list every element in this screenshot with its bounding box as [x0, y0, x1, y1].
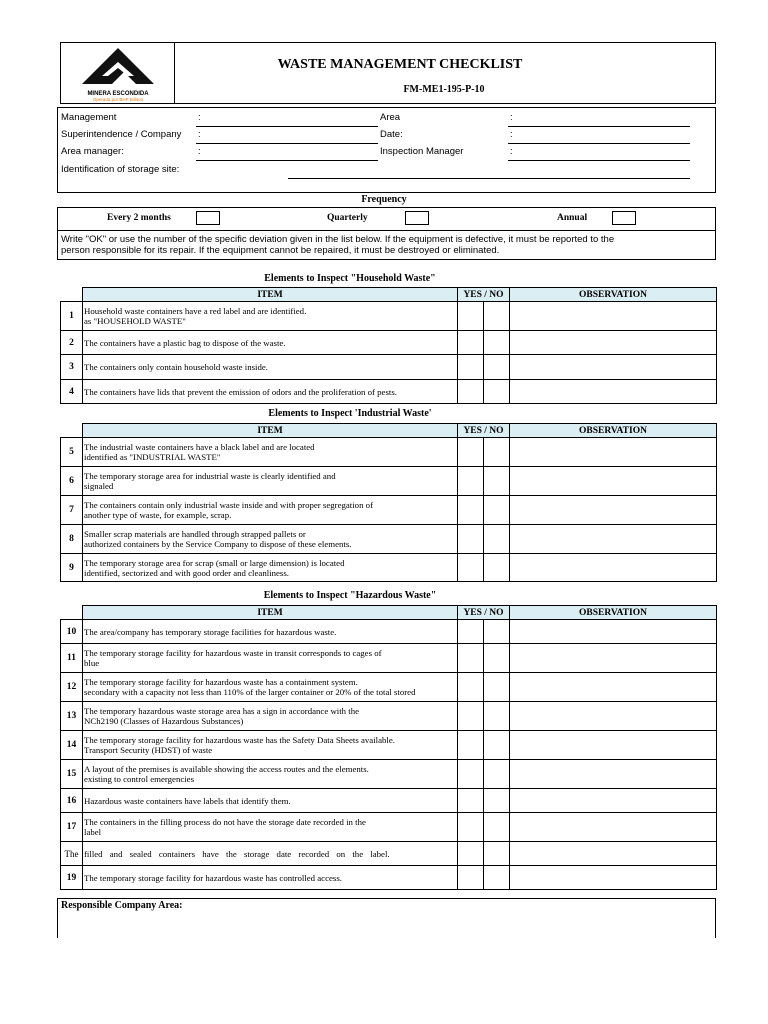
- no-cell[interactable]: [484, 702, 510, 731]
- item-cell: [83, 467, 458, 496]
- item-text-line: another type of waste, for example, scrap.: [84, 510, 232, 520]
- observation-cell[interactable]: [510, 760, 717, 789]
- observation-column-header: OBSERVATION: [510, 606, 717, 620]
- table-row: [61, 731, 717, 760]
- observation-cell[interactable]: [510, 302, 717, 331]
- colon: :: [510, 129, 513, 140]
- observation-cell[interactable]: [510, 731, 717, 760]
- no-cell[interactable]: [484, 866, 510, 890]
- item-column-header: ITEM: [83, 606, 458, 620]
- superintendence-label: Superintendence / Company: [61, 129, 182, 140]
- hazardous-section-title: Elements to Inspect "Hazardous Waste": [263, 590, 437, 601]
- area-label: Area: [380, 112, 401, 123]
- every-2-months-checkbox[interactable]: [196, 211, 220, 225]
- no-cell[interactable]: [484, 813, 510, 842]
- item-text-line: The area/company has temporary storage facilities for hazardous waste.: [84, 626, 337, 637]
- table-row: [61, 813, 717, 842]
- row-number: 4: [61, 380, 83, 404]
- every-2-months-label: Every 2 months: [107, 213, 171, 223]
- item-cell: [83, 644, 458, 673]
- yes-cell[interactable]: [458, 673, 484, 702]
- item-cell: [83, 525, 458, 554]
- observation-cell[interactable]: [510, 380, 717, 404]
- yes-cell[interactable]: [458, 467, 484, 496]
- table-row: [61, 789, 717, 813]
- observation-column-header: OBSERVATION: [510, 424, 717, 438]
- yes-cell[interactable]: [458, 702, 484, 731]
- table-row: [61, 644, 717, 673]
- item-text-line: signaled: [84, 481, 114, 491]
- quarterly-label: Quarterly: [327, 213, 368, 223]
- no-cell[interactable]: [484, 789, 510, 813]
- item-text-line: Transport Security (HDST) of waste: [84, 745, 213, 755]
- item-text-line: secondary with a capacity not less than 110% of the larger container or 20% of the total stored: [84, 687, 416, 697]
- observation-cell[interactable]: [510, 355, 717, 380]
- row-number: 15: [61, 760, 83, 789]
- table-row: [61, 620, 717, 644]
- item-text-line: The temporary storage facility for hazardous waste has the Safety Data Sheets available.: [84, 735, 395, 745]
- item-cell: [83, 355, 458, 380]
- item-cell: [83, 331, 458, 355]
- item-text-line: Hazardous waste containers have labels that identify them.: [84, 795, 291, 806]
- observation-cell[interactable]: [510, 702, 717, 731]
- row-number: 17: [61, 813, 83, 842]
- table-row: [61, 842, 717, 866]
- row-number: 3: [61, 355, 83, 380]
- item-cell: [83, 731, 458, 760]
- table-row: [61, 525, 717, 554]
- no-cell[interactable]: [484, 644, 510, 673]
- area-manager-field[interactable]: [196, 160, 378, 161]
- quarterly-checkbox[interactable]: [405, 211, 429, 225]
- observation-cell[interactable]: [510, 438, 717, 467]
- item-text-line: Smaller scrap materials are handled through strapped pallets or: [84, 529, 306, 539]
- row-number: The: [61, 842, 83, 866]
- row-number: 13: [61, 702, 83, 731]
- item-column-header: ITEM: [83, 424, 458, 438]
- no-cell[interactable]: [484, 760, 510, 789]
- row-number: 7: [61, 496, 83, 525]
- inspection-manager-field[interactable]: [508, 160, 690, 161]
- superintendence-field[interactable]: [196, 143, 378, 144]
- yes-cell[interactable]: [458, 525, 484, 554]
- item-text-line: The temporary storage area for scrap (small or large dimension) is located: [84, 557, 345, 568]
- storage-site-label: Identification of storage site:: [61, 164, 180, 175]
- item-cell: [83, 842, 458, 866]
- observation-cell[interactable]: [510, 842, 717, 866]
- item-cell: [83, 813, 458, 842]
- industrial-table: [60, 423, 717, 582]
- storage-site-field[interactable]: [288, 178, 690, 179]
- item-cell: [83, 438, 458, 467]
- responsible-company-area-label: Responsible Company Area:: [61, 900, 183, 911]
- observation-cell[interactable]: [510, 496, 717, 525]
- no-cell[interactable]: [484, 302, 510, 331]
- table-row: [61, 496, 717, 525]
- annual-label: Annual: [557, 213, 588, 223]
- row-number: 16: [61, 789, 83, 813]
- item-text-line: The temporary storage facility for hazardous waste has controlled access.: [84, 872, 342, 883]
- instructions-line-2: person responsible for its repair. If the equipment cannot be repaired, it must be destroyed or eliminated.: [61, 245, 500, 256]
- item-text-line: The temporary storage facility for hazardous waste in transit corresponds to cages of: [84, 648, 382, 658]
- no-cell[interactable]: [484, 438, 510, 467]
- no-cell[interactable]: [484, 731, 510, 760]
- yes-no-column-header: YES / NO: [458, 288, 510, 302]
- observation-cell[interactable]: [510, 620, 717, 644]
- item-text-line: identified as "INDUSTRIAL WASTE": [84, 452, 221, 462]
- item-column-header: ITEM: [83, 288, 458, 302]
- management-field[interactable]: [196, 126, 378, 127]
- yes-cell[interactable]: [458, 438, 484, 467]
- frequency-title: Frequency: [361, 194, 407, 205]
- area-manager-label: Area manager:: [61, 146, 124, 157]
- annual-checkbox[interactable]: [612, 211, 636, 225]
- colon: :: [510, 112, 513, 123]
- item-text-line: NCh2190 (Classes of Hazardous Substances): [84, 716, 244, 726]
- industrial-section-title: Elements to Inspect 'Industrial Waste': [268, 408, 432, 419]
- yes-cell[interactable]: [458, 554, 484, 582]
- item-text-line: The containers have lids that prevent the emission of odors and the proliferation of pests.: [84, 386, 397, 397]
- logo-name: MINERA ESCONDIDA: [87, 91, 149, 97]
- no-cell[interactable]: [484, 380, 510, 404]
- logo-tagline: Operada por BHP Billiton: [92, 97, 144, 102]
- household-table: [60, 287, 717, 404]
- table-row: [61, 673, 717, 702]
- item-cell: [83, 866, 458, 890]
- yes-cell[interactable]: [458, 644, 484, 673]
- yes-cell[interactable]: [458, 813, 484, 842]
- item-text-line: A layout of the premises is available showing the access routes and the elements.: [84, 764, 369, 774]
- item-text-line: filled and sealed containers have the storage date recorded on the label.: [84, 848, 390, 859]
- observation-cell[interactable]: [510, 467, 717, 496]
- yes-cell[interactable]: [458, 789, 484, 813]
- company-logo: [78, 46, 158, 100]
- item-text-line: The containers in the filling process do not have the storage date recorded in the: [84, 817, 366, 827]
- item-text-line: as "HOUSEHOLD WASTE": [84, 316, 186, 326]
- observation-cell[interactable]: [510, 331, 717, 355]
- row-number: 10: [61, 620, 83, 644]
- row-number: 8: [61, 525, 83, 554]
- yes-no-column-header: YES / NO: [458, 424, 510, 438]
- observation-cell[interactable]: [510, 554, 717, 582]
- no-cell[interactable]: [484, 355, 510, 380]
- colon: :: [510, 146, 513, 157]
- date-field[interactable]: [508, 143, 690, 144]
- observation-column-header: OBSERVATION: [510, 288, 717, 302]
- area-field[interactable]: [508, 126, 690, 127]
- household-section-title: Elements to Inspect "Household Waste": [264, 273, 436, 284]
- no-cell[interactable]: [484, 620, 510, 644]
- table-row: [61, 702, 717, 731]
- table-row: [61, 866, 717, 890]
- yes-cell[interactable]: [458, 760, 484, 789]
- colon: :: [198, 129, 201, 140]
- item-text-line: The containers have a plastic bag to dispose of the waste.: [84, 337, 286, 348]
- yes-cell[interactable]: [458, 866, 484, 890]
- table-row: [61, 760, 717, 789]
- item-text-line: identified, sectorized and with good order and cleanliness.: [84, 567, 289, 578]
- no-cell[interactable]: [484, 554, 510, 582]
- table-row: [61, 355, 717, 380]
- observation-cell[interactable]: [510, 866, 717, 890]
- item-text-line: blue: [84, 658, 100, 668]
- item-cell: [83, 620, 458, 644]
- table-row: [61, 331, 717, 355]
- observation-cell[interactable]: [510, 673, 717, 702]
- row-number: 2: [61, 331, 83, 355]
- item-cell: [83, 496, 458, 525]
- colon: :: [198, 146, 201, 157]
- item-text-line: The temporary storage facility for hazardous waste has a containment system.: [84, 677, 358, 687]
- yes-cell[interactable]: [458, 842, 484, 866]
- item-cell: [83, 554, 458, 582]
- observation-cell[interactable]: [510, 813, 717, 842]
- table-row: [61, 380, 717, 404]
- instructions-line-1: Write "OK" or use the number of the specific deviation given in the list below. If the equipment is defective, it must be reported to the: [61, 234, 615, 245]
- no-cell[interactable]: [484, 467, 510, 496]
- item-cell: [83, 760, 458, 789]
- table-row: [61, 302, 717, 331]
- page-title: WASTE MANAGEMENT CHECKLIST: [277, 57, 523, 72]
- yes-cell[interactable]: [458, 355, 484, 380]
- item-text-line: Household waste containers have a red label and are identified.: [84, 306, 307, 316]
- observation-cell[interactable]: [510, 789, 717, 813]
- table-row: [61, 467, 717, 496]
- row-number: 14: [61, 731, 83, 760]
- item-text-line: label: [84, 827, 102, 837]
- item-cell: [83, 673, 458, 702]
- row-number: 19: [61, 866, 83, 890]
- yes-cell[interactable]: [458, 380, 484, 404]
- no-cell[interactable]: [484, 525, 510, 554]
- inspection-manager-label: Inspection Manager: [380, 146, 464, 157]
- item-cell: [83, 380, 458, 404]
- colon: :: [198, 112, 201, 123]
- item-text-line: existing to control emergencies: [84, 774, 195, 784]
- yes-no-column-header: YES / NO: [458, 606, 510, 620]
- yes-cell[interactable]: [458, 331, 484, 355]
- no-cell[interactable]: [484, 842, 510, 866]
- table-row: [61, 554, 717, 582]
- yes-cell[interactable]: [458, 731, 484, 760]
- yes-cell[interactable]: [458, 496, 484, 525]
- hazardous-table: [60, 605, 717, 890]
- item-cell: [83, 302, 458, 331]
- no-cell[interactable]: [484, 673, 510, 702]
- row-number: 11: [61, 644, 83, 673]
- date-label: Date:: [380, 129, 403, 140]
- row-number: 9: [61, 554, 83, 582]
- item-cell: [83, 702, 458, 731]
- row-number: 5: [61, 438, 83, 467]
- item-cell: [83, 789, 458, 813]
- yes-cell[interactable]: [458, 620, 484, 644]
- no-cell[interactable]: [484, 331, 510, 355]
- management-label: Management: [61, 112, 117, 123]
- no-cell[interactable]: [484, 496, 510, 525]
- observation-cell[interactable]: [510, 644, 717, 673]
- item-text-line: The temporary hazardous waste storage area has a sign in accordance with the: [84, 706, 360, 716]
- item-text-line: The industrial waste containers have a black label and are located: [84, 442, 315, 452]
- frequency-divider: [57, 230, 716, 231]
- item-text-line: The containers contain only industrial waste inside and with proper segregation of: [84, 500, 373, 510]
- item-text-line: The temporary storage area for industrial waste is clearly identified and: [84, 471, 336, 481]
- table-row: [61, 438, 717, 467]
- item-text-line: authorized containers by the Service Company to dispose of these elements.: [84, 539, 352, 549]
- row-number: 1: [61, 302, 83, 331]
- document-code: FM-ME1-195-P-10: [403, 84, 485, 95]
- observation-cell[interactable]: [510, 525, 717, 554]
- row-number: 12: [61, 673, 83, 702]
- yes-cell[interactable]: [458, 302, 484, 331]
- item-text-line: The containers only contain household waste inside.: [84, 362, 268, 372]
- row-number: 6: [61, 467, 83, 496]
